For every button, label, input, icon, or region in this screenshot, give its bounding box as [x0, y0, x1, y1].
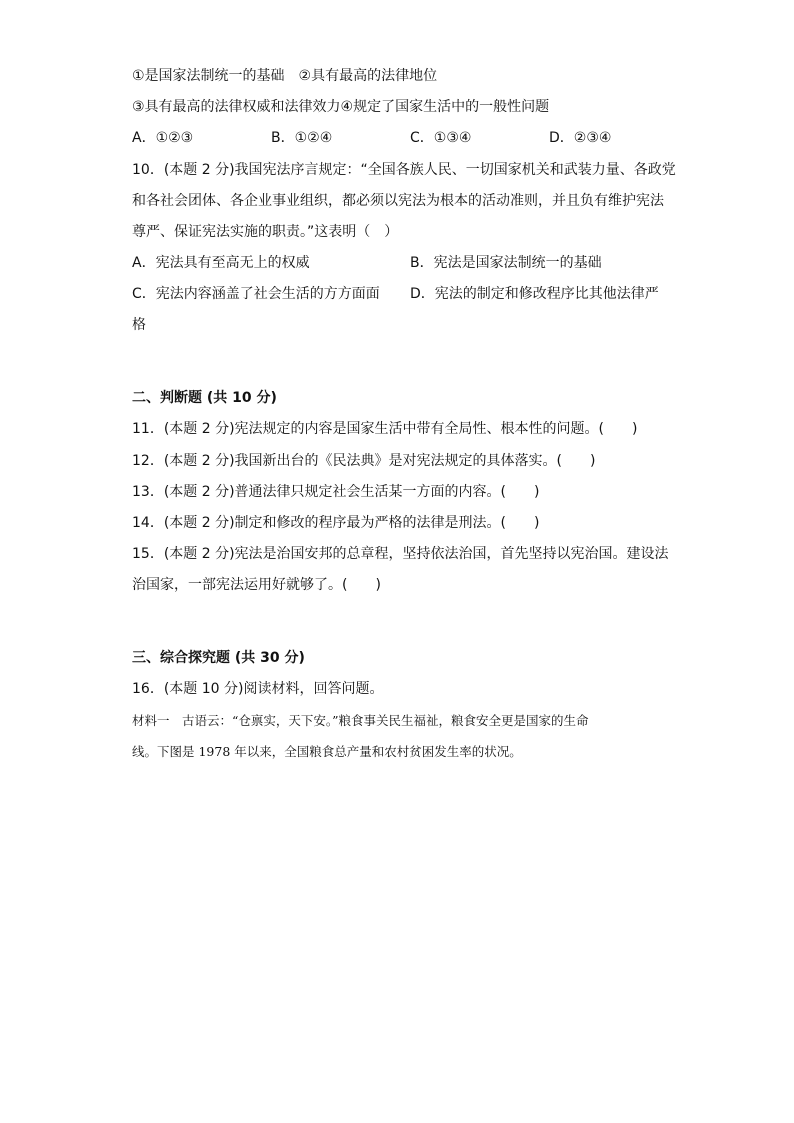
section2-title: 二、判断题 (共 10 分)	[132, 390, 277, 406]
section3-title: 三、综合探究题 (共 30 分)	[132, 650, 305, 666]
q12: 12．(本题 2 分)我国新出台的《民法典》是对宪法规定的具体落实。( )	[132, 453, 596, 469]
q9-option-d: D．②③④	[549, 130, 612, 146]
q14: 14．(本题 2 分)制定和修改的程序最为严格的法律是刑法。( )	[132, 515, 540, 531]
q9-statements-line2: ③具有最高的法律权威和法律效力④规定了国家生活中的一般性问题	[132, 99, 550, 115]
q9-statements-line1: ①是国家法制统一的基础 ②具有最高的法律地位	[132, 68, 438, 84]
q16-stem: 16．(本题 10 分)阅读材料，回答问题。	[132, 681, 384, 697]
q15-line2: 治国家，一部宪法运用好就够了。( )	[132, 577, 381, 593]
q10-option-c: C．宪法内容涵盖了社会生活的方方面面	[132, 286, 380, 302]
q10-option-b: B．宪法是国家法制统一的基础	[410, 255, 602, 271]
q15-line1: 15．(本题 2 分)宪法是治国安邦的总章程，坚持依法治国，首先坚持以宪治国。建设法	[132, 546, 669, 562]
q10-option-d-line1: D．宪法的制定和修改程序比其他法律严	[410, 286, 659, 302]
material-line2: 线。下图是 1978 年以来，全国粮食总产量和农村贫困发生率的状况。	[132, 744, 522, 759]
q10-stem-line3: 尊严、保证宪法实施的职责。”这表明（ ）	[132, 224, 399, 240]
q10-option-d-line2: 格	[132, 317, 146, 333]
q13: 13．(本题 2 分)普通法律只规定社会生活某一方面的内容。( )	[132, 484, 540, 500]
q10-option-a: A．宪法具有至高无上的权威	[132, 255, 310, 271]
q9-option-c: C．①③④	[410, 130, 472, 146]
material-line1: 材料一 古语云：“仓禀实，天下安。”粮食事关民生福祉，粮食安全更是国家的生命	[132, 713, 589, 728]
q9-option-a: A．①②③	[132, 130, 194, 146]
q10-stem-line2: 和各社会团体、各企业事业组织，都必须以宪法为根本的活动准则，并且负有维护宪法	[132, 193, 664, 209]
q10-stem-line1: 10．(本题 2 分)我国宪法序言规定：“全国各族人民、一切国家机关和武装力量、各政党	[132, 162, 676, 178]
q11: 11．(本题 2 分)宪法规定的内容是国家生活中带有全局性、根本性的问题。( )	[132, 421, 638, 437]
q9-option-b: B．①②④	[271, 130, 333, 146]
